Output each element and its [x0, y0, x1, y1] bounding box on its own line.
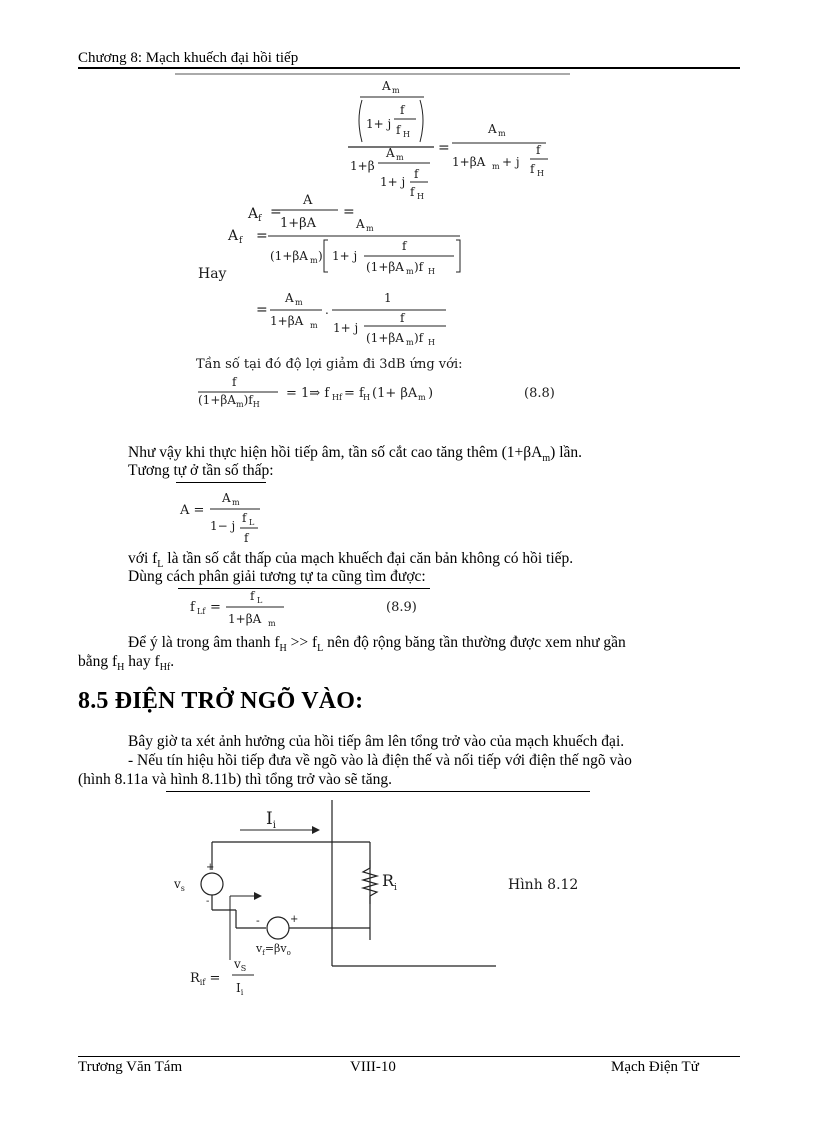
svg-text:f: f — [400, 311, 405, 325]
footer-rule — [78, 1056, 740, 1057]
svg-text:f: f — [530, 162, 535, 176]
svg-text:= f: = f — [344, 386, 364, 401]
paragraph-high-cutoff: Như vậy khi thực hiện hồi tiếp âm, tần số cắt cao tăng thêm $(1+\beta A_m)$ lần. — [128, 444, 583, 465]
svg-text:+: + — [290, 914, 299, 925]
vs-label: $v_s$ — [174, 877, 185, 893]
svg-text:A =: A = — [180, 503, 205, 518]
svg-text:H: H — [428, 267, 435, 276]
svg-text:A: A — [222, 491, 231, 505]
svg-text:+: + — [206, 862, 215, 873]
svg-text:(1+βA: (1+βA — [366, 331, 404, 345]
svg-text:f: f — [402, 239, 407, 253]
figure-caption: Hình 8.12 — [508, 877, 579, 893]
svg-text:Lf: Lf — [197, 607, 206, 616]
svg-text:(1+ βA: (1+ βA — [372, 386, 418, 401]
svg-text:m: m — [232, 498, 240, 507]
svg-text:m: m — [492, 162, 500, 171]
svg-text:m: m — [498, 129, 506, 138]
section-heading: 8.5 ĐIỆN TRỞ NGÕ VÀO: — [78, 688, 364, 714]
paragraph-low-freq: Tương tự ở tần số thấp: — [128, 462, 274, 479]
svg-text:f: f — [242, 511, 247, 525]
svg-text:m: m — [366, 224, 374, 233]
header-rule — [78, 67, 740, 69]
ri-label: $R_i$ — [382, 871, 397, 893]
svg-text:1+β: 1+β — [350, 159, 375, 173]
eq-8-8-label: (8.8) — [524, 386, 555, 401]
svg-text:Hf: Hf — [332, 393, 342, 402]
svg-text:A: A — [303, 193, 313, 208]
circuit-figure-8-12 — [170, 800, 610, 1015]
svg-text:m: m — [396, 153, 404, 162]
svg-text:=: = — [256, 228, 268, 244]
svg-text:=: = — [438, 140, 450, 156]
paragraph-series-feedback: - Nếu tín hiệu hồi tiếp đưa về ngõ vào là điện thế và nối tiếp với điện thế ngõ vào — [128, 752, 632, 769]
vf-label: $v_f=\beta v_o$ — [256, 942, 291, 957]
footer-course: Mạch Điện Tử — [611, 1059, 699, 1075]
paragraph-bandwidth: Để ý là trong âm thanh $f_H >> f_L$ nên độ rộng băng tần thường được xem như gần — [128, 634, 626, 655]
underline-rule — [166, 791, 590, 792]
underline-rule — [176, 482, 266, 483]
paragraph-input-impedance: Bây giờ ta xét ảnh hưởng của hồi tiếp âm lên tổng trở vào của mạch khuếch đại. — [128, 733, 625, 750]
svg-text:+ j: + j — [502, 155, 520, 169]
svg-text:m: m — [310, 321, 318, 330]
svg-text:1+βA: 1+βA — [228, 612, 262, 626]
svg-text:f: f — [414, 167, 419, 181]
svg-text:L: L — [257, 596, 263, 605]
svg-text:1+ j: 1+ j — [380, 175, 406, 189]
svg-text:f: f — [410, 185, 415, 199]
svg-text:)f: )f — [414, 260, 424, 274]
svg-text:1: 1 — [384, 291, 392, 305]
svg-text:A: A — [382, 79, 391, 93]
svg-text:=: = — [256, 302, 268, 318]
feedback-source-icon — [267, 917, 289, 939]
source-vs-icon — [201, 873, 223, 895]
svg-text:): ) — [428, 386, 434, 401]
svg-text:f: f — [190, 600, 195, 615]
paragraph-bandwidth-cont: bằng $f_H$ hay $f_{Hf}$. — [78, 653, 175, 674]
svg-text:H: H — [403, 130, 410, 139]
svg-text:(1+βA: (1+βA — [270, 249, 308, 263]
svg-text:A: A — [356, 217, 365, 231]
running-header: Chương 8: Mạch khuếch đại hồi tiếp — [78, 50, 299, 66]
svg-text:1+ j: 1+ j — [333, 321, 359, 335]
svg-text:m: m — [418, 393, 426, 402]
equation-low-freq-gain — [170, 484, 280, 550]
ii-label: $I_i$ — [266, 809, 276, 831]
svg-text:-: - — [206, 896, 210, 907]
svg-text:A: A — [228, 228, 239, 244]
equation-block-af — [170, 70, 590, 405]
svg-text:1+ j: 1+ j — [366, 117, 392, 131]
svg-text:m: m — [268, 619, 276, 628]
paragraph-similar-method: Dùng cách phân giải tương tự ta cũng tìm được: — [128, 568, 426, 585]
svg-text:m: m — [406, 338, 414, 347]
svg-text:1+βA: 1+βA — [452, 155, 486, 169]
svg-text:f: f — [232, 375, 237, 389]
svg-text:1− j: 1− j — [210, 519, 236, 533]
svg-text:H: H — [428, 338, 435, 347]
svg-text:)f: )f — [414, 331, 424, 345]
svg-text:.: . — [325, 303, 329, 317]
svg-text:f: f — [239, 236, 243, 246]
svg-text:m: m — [392, 86, 400, 95]
svg-text:m: m — [295, 298, 303, 307]
paragraph-impedance-increase: (hình 8.11a và hình 8.11b) thì tổng trở vào sẽ tăng. — [78, 771, 392, 788]
svg-text:=: = — [343, 204, 355, 220]
svg-text:f: f — [400, 103, 405, 117]
af-lhs: $A_f$ — [248, 206, 262, 224]
rif-label: $R_{if}$ = — [190, 971, 221, 987]
footer-page-number: VIII-10 — [350, 1059, 396, 1075]
svg-text:A: A — [488, 122, 497, 136]
svg-text:-: - — [256, 914, 260, 927]
svg-text:f: f — [536, 143, 541, 157]
svg-text:L: L — [249, 518, 255, 527]
svg-text:1+ j: 1+ j — [332, 249, 358, 263]
svg-text:A: A — [386, 146, 395, 160]
svg-text:f: f — [250, 589, 255, 603]
equation-8-9 — [184, 587, 444, 629]
hay-label: Hay — [198, 266, 227, 282]
svg-text:H: H — [537, 169, 544, 178]
svg-text:H: H — [417, 192, 424, 201]
svg-text:A: A — [285, 291, 294, 305]
svg-text:= 1⇒ f: = 1⇒ f — [286, 386, 330, 401]
svg-text:): ) — [318, 249, 323, 263]
svg-text:H: H — [363, 393, 370, 402]
svg-text:=: = — [270, 204, 282, 220]
svg-text:1+βA: 1+βA — [270, 314, 304, 328]
eq-8-9-label: (8.9) — [386, 600, 417, 615]
svg-text:=: = — [210, 600, 221, 615]
rif-numerator: $v_S$ — [234, 957, 247, 973]
svg-text:m: m — [310, 256, 318, 265]
resistor-ri-icon — [363, 860, 377, 904]
svg-text:1+βA: 1+βA — [280, 216, 317, 231]
svg-text:(1+βA: (1+βA — [366, 260, 404, 274]
note-3db: Tần số tại đó độ lợi giảm đi 3dB ứng với: — [196, 357, 463, 372]
svg-text:f: f — [396, 123, 401, 137]
footer-author: Trương Văn Tám — [78, 1059, 183, 1075]
rif-denominator: $I_i$ — [236, 981, 244, 997]
paragraph-fl-definition: với $f_L$ là tần số cắt thấp của mạch khuếch đại căn bản không có hồi tiếp. — [128, 550, 574, 571]
svg-text:f: f — [244, 531, 249, 545]
svg-text:m: m — [406, 267, 414, 276]
